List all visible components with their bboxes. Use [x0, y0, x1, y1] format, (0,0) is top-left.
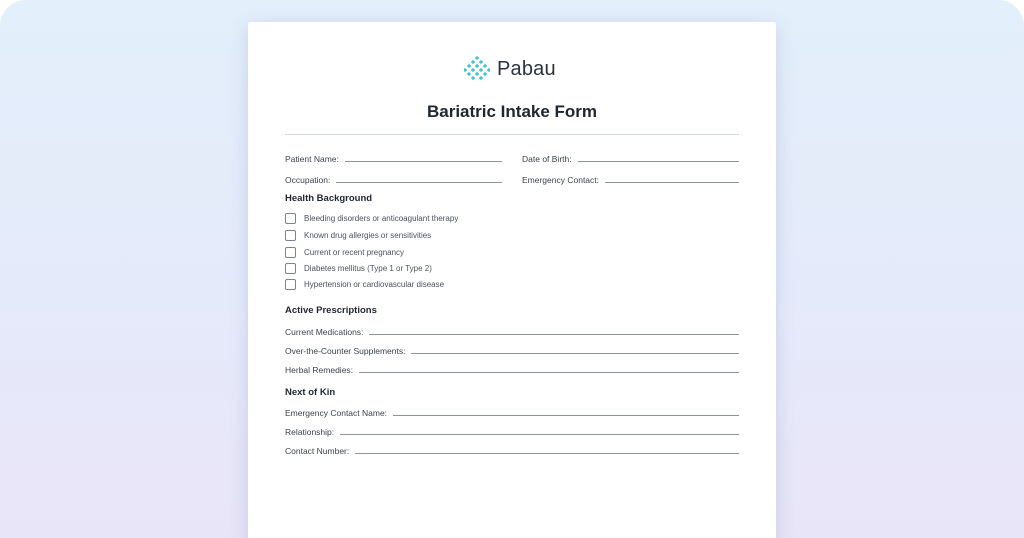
checkbox-row-hypertension[interactable] — [285, 278, 444, 290]
herbal-remedies-input-line[interactable] — [359, 372, 739, 373]
field-label: Date of Birth: — [522, 154, 572, 164]
active-prescriptions-heading: Active Prescriptions — [285, 305, 377, 316]
checkbox[interactable] — [285, 213, 296, 224]
field-label: Emergency Contact: — [522, 175, 600, 185]
next-of-kin-heading: Next of Kin — [285, 387, 336, 398]
date-of-birth-field[interactable] — [522, 150, 739, 164]
brand-name: Pabau — [497, 57, 556, 80]
occupation-field[interactable] — [285, 171, 502, 185]
patient-name-field[interactable] — [285, 150, 502, 164]
emergency-contact-input-line[interactable] — [605, 182, 739, 183]
otc-supplements-input-line[interactable] — [411, 353, 739, 354]
checkbox-label: Bleeding disorders or anticoagulant therapy — [304, 213, 459, 223]
relationship-field[interactable] — [285, 423, 739, 437]
emergency-contact-name-field[interactable] — [285, 404, 739, 418]
title-divider — [285, 134, 739, 135]
field-label: Emergency Contact Name: — [285, 408, 388, 418]
field-label: Herbal Remedies: — [285, 365, 354, 375]
checkbox-label: Current or recent pregnancy — [304, 247, 405, 257]
emergency-contact-field[interactable] — [522, 171, 739, 185]
brand-logo — [464, 56, 556, 82]
current-medications-input-line[interactable] — [369, 334, 739, 335]
checkbox-row-diabetes[interactable] — [285, 262, 432, 274]
patient-name-input-line[interactable] — [345, 161, 502, 162]
field-label: Contact Number: — [285, 446, 350, 456]
contact-number-field[interactable] — [285, 442, 739, 456]
field-label: Relationship: — [285, 427, 335, 437]
checkbox[interactable] — [285, 230, 296, 241]
emergency-contact-name-input-line[interactable] — [393, 415, 739, 416]
checkbox-label: Known drug allergies or sensitivities — [304, 230, 432, 240]
field-label: Over-the-Counter Supplements: — [285, 346, 406, 356]
checkbox[interactable] — [285, 247, 296, 258]
form-document — [248, 22, 776, 538]
field-label: Patient Name: — [285, 154, 339, 164]
checkbox-row-bleeding[interactable] — [285, 212, 458, 224]
checkbox-label: Diabetes mellitus (Type 1 or Type 2) — [304, 263, 432, 273]
checkbox-row-pregnancy[interactable] — [285, 246, 404, 258]
checkbox-row-allergies[interactable] — [285, 229, 431, 241]
form-title: Bariatric Intake Form — [426, 102, 598, 121]
date-of-birth-input-line[interactable] — [578, 161, 739, 162]
checkbox-label: Hypertension or cardiovascular disease — [304, 279, 445, 289]
relationship-input-line[interactable] — [340, 434, 739, 435]
diamond-grid-logo-icon — [464, 56, 490, 82]
health-background-heading: Health Background — [285, 193, 373, 204]
occupation-input-line[interactable] — [336, 182, 502, 183]
checkbox[interactable] — [285, 279, 296, 290]
checkbox[interactable] — [285, 263, 296, 274]
field-label: Current Medications: — [285, 327, 364, 337]
current-medications-field[interactable] — [285, 323, 739, 337]
contact-number-input-line[interactable] — [355, 453, 739, 454]
field-label: Occupation: — [285, 175, 331, 185]
herbal-remedies-field[interactable] — [285, 361, 739, 375]
otc-supplements-field[interactable] — [285, 342, 739, 356]
